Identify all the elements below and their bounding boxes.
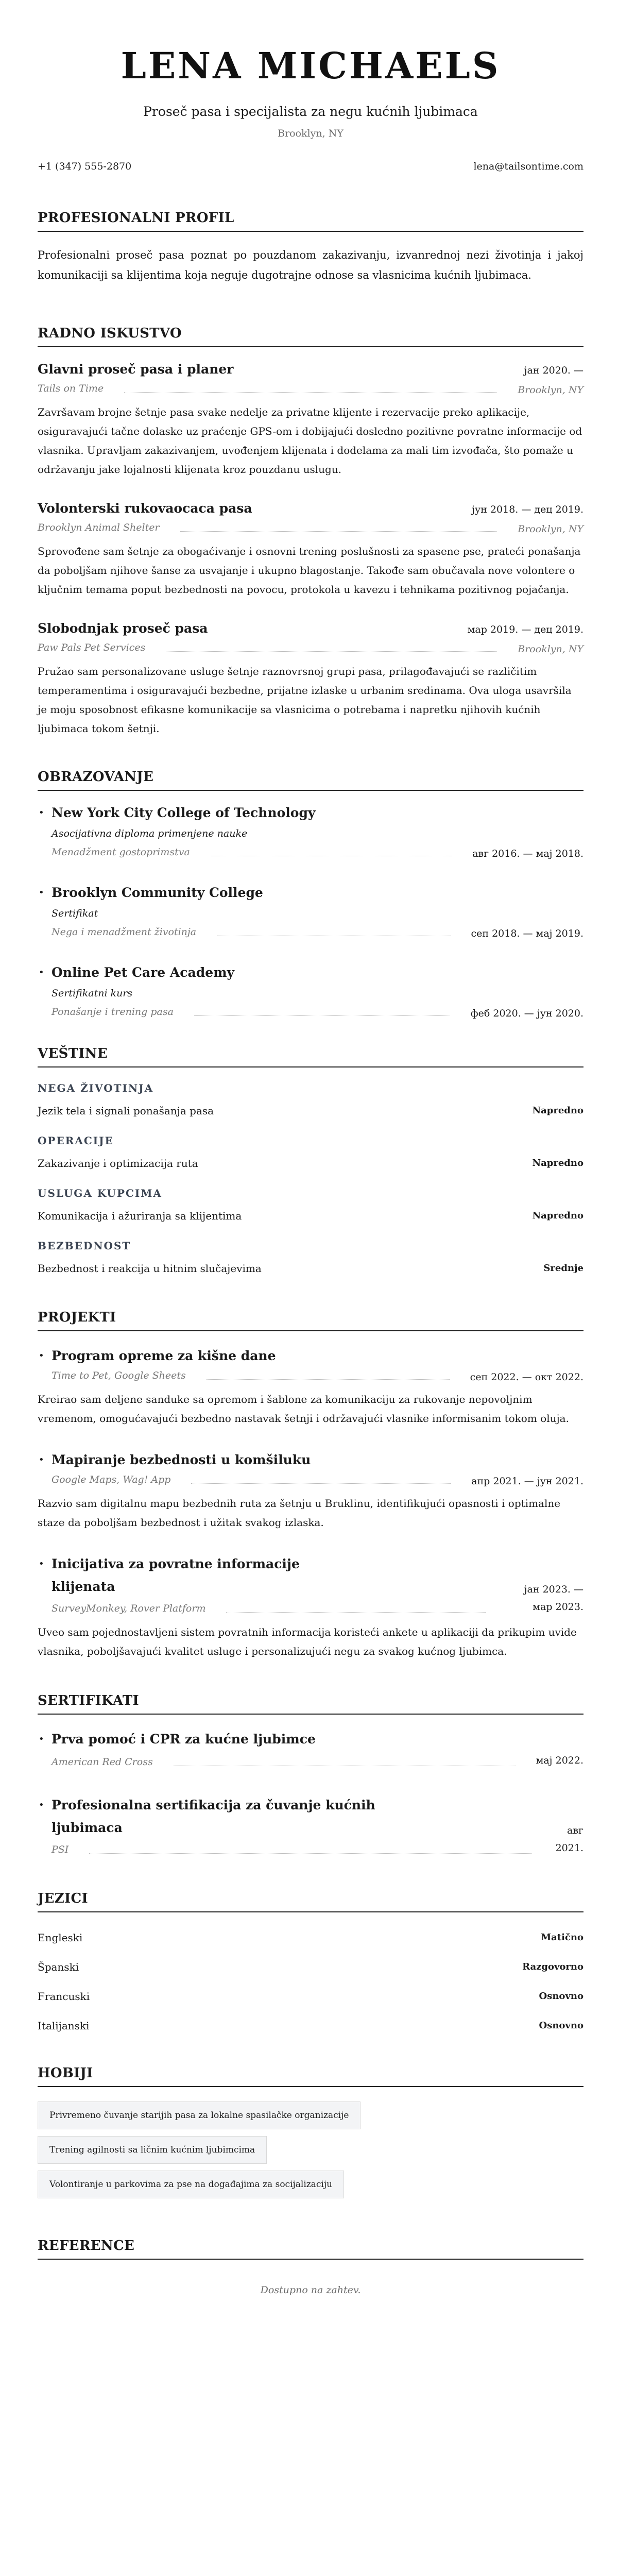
job-role: Glavni proseč pasa i planer xyxy=(38,362,234,377)
experience-section xyxy=(38,325,583,738)
dotted-leader xyxy=(180,531,497,532)
skill-row xyxy=(38,1209,583,1223)
education-list xyxy=(38,804,583,1019)
project-dates: апр 2021. — јун 2021. xyxy=(471,1476,583,1487)
certification-date: мај 2022. xyxy=(536,1755,583,1766)
candidate-location: Brooklyn, NY xyxy=(278,128,344,139)
skill-category: OPERACIJE xyxy=(38,1134,114,1147)
school-name: Brooklyn Community College xyxy=(52,885,263,900)
project-description: Razvio sam digitalnu mapu bezbednih ruta za šetnju u Bruklinu, identifikujući opasnosti i optimalne staze da poboljšam bezbednost i užitak svakog izlaska. xyxy=(38,1497,561,1529)
skill-level: Srednje xyxy=(543,1263,583,1274)
language-name: Francuski xyxy=(38,1990,90,2003)
company-name: Brooklyn Animal Shelter xyxy=(38,522,160,533)
job-entry xyxy=(38,361,583,479)
education-entry xyxy=(38,884,583,939)
project-tech: Google Maps, Wag! App xyxy=(52,1474,171,1485)
contact-row xyxy=(38,160,583,173)
job-dates: јун 2018. — дец 2019. xyxy=(472,504,583,515)
section-title: RADNO ISKUSTVO xyxy=(38,325,583,347)
dotted-leader xyxy=(194,1015,450,1016)
school-name: New York City College of Technology xyxy=(52,805,316,820)
bullet-icon: • xyxy=(39,967,44,978)
job-dates: јан 2020. — xyxy=(524,365,583,376)
project-name: Inicijativa za povratne informacije klijenata xyxy=(52,1556,300,1594)
hobbies-list xyxy=(38,2102,583,2205)
skill-level: Napredno xyxy=(532,1158,583,1168)
language-name: Engleski xyxy=(38,1931,83,1944)
skill-row xyxy=(38,1156,583,1171)
skill-group xyxy=(38,1133,583,1171)
skill-name: Bezbednost i reakcija u hitnim slučajevima xyxy=(38,1262,262,1275)
job-meta xyxy=(38,381,583,396)
hobby-tag: Volontiranje u parkovima za pse na događajima za socijalizaciju xyxy=(38,2171,344,2198)
skills-section xyxy=(38,1045,583,1276)
company-name: Tails on Time xyxy=(38,383,104,394)
phone-number[interactable]: +1 (347) 555-2870 xyxy=(38,161,132,172)
job-meta xyxy=(38,640,583,655)
languages-list xyxy=(38,1926,583,2033)
education-meta xyxy=(52,845,583,859)
profile-section xyxy=(38,209,583,285)
certification-name: Profesionalna sertifikacija za čuvanje kućnih ljubimaca xyxy=(52,1798,375,1835)
experience-list xyxy=(38,361,583,738)
job-header xyxy=(38,500,583,517)
dotted-leader xyxy=(124,392,497,393)
dotted-leader xyxy=(191,1483,451,1484)
language-row xyxy=(38,1930,583,1945)
section-title: REFERENCE xyxy=(38,2237,583,2260)
project-tech: SurveyMonkey, Rover Platform xyxy=(52,1603,206,1614)
job-entry xyxy=(38,620,583,738)
language-level: Osnovno xyxy=(539,2020,583,2031)
skill-name: Zakazivanje i optimizacija ruta xyxy=(38,1157,198,1170)
school-name: Online Pet Care Academy xyxy=(52,965,235,980)
skill-name: Jezik tela i signali ponašanja pasa xyxy=(38,1105,214,1117)
certifications-section xyxy=(38,1692,583,1857)
bullet-icon: • xyxy=(39,1558,44,1569)
education-entry xyxy=(38,804,583,859)
project-dates: сеп 2022. — окт 2022. xyxy=(470,1371,583,1383)
project-tech: Time to Pet, Google Sheets xyxy=(52,1370,186,1381)
projects-list xyxy=(38,1345,583,1661)
language-row xyxy=(38,2018,583,2033)
certification-date: авг 2021. xyxy=(555,1825,583,1854)
bullet-icon: • xyxy=(39,1454,44,1465)
certification-issuer: PSI xyxy=(52,1844,69,1855)
references-section xyxy=(38,2237,583,2296)
skill-group xyxy=(38,1186,583,1223)
language-level: Razgovorno xyxy=(522,1961,583,1972)
skill-level: Napredno xyxy=(532,1105,583,1116)
section-title: SERTIFIKATI xyxy=(38,1692,583,1715)
education-section xyxy=(38,768,583,1019)
language-row xyxy=(38,1989,583,2004)
projects-section xyxy=(38,1309,583,1661)
dotted-leader xyxy=(226,1612,486,1613)
project-dates: јан 2023. — мар 2023. xyxy=(524,1584,583,1613)
project-header xyxy=(38,1553,583,1616)
references-note: Dostupno na zahtev. xyxy=(260,2284,361,2296)
language-name: Italijanski xyxy=(38,2020,90,2032)
job-entry xyxy=(38,500,583,599)
certification-entry xyxy=(38,1794,583,1857)
skill-row xyxy=(38,1104,583,1118)
section-title: JEZICI xyxy=(38,1890,583,1912)
project-description: Uveo sam pojednostavljeni sistem povratnih informacija koristeći ankete u aplikaciji da prikupim uvide vlasnika, poboljšavajući kvalitet usluge i personalizujući negu za svakog kućnog ljubimca. xyxy=(38,1626,577,1657)
section-title: PROJEKTI xyxy=(38,1309,583,1331)
education-meta xyxy=(52,1005,583,1019)
skill-level: Napredno xyxy=(532,1210,583,1221)
field-of-study: Nega i menadžment životinja xyxy=(52,926,197,938)
certification-meta xyxy=(52,1752,583,1769)
section-title: HOBIJI xyxy=(38,2064,583,2087)
project-description: Kreirao sam deljene sanduke sa opremom i šablone za komunikaciju za rukovanje nepovoljnim vremenom, omogućavajući bezbedno nastavak šetnji i održavajući vlasnike informisanim tokom oluja. xyxy=(38,1393,569,1425)
skill-group xyxy=(38,1081,583,1118)
job-role: Slobodnjak proseč pasa xyxy=(38,621,208,636)
education-dates: сеп 2018. — мај 2019. xyxy=(471,928,583,939)
section-title: PROFESIONALNI PROFIL xyxy=(38,209,583,232)
skill-category: USLUGA KUPCIMA xyxy=(38,1187,162,1199)
job-description: Pružao sam personalizovane usluge šetnje raznovrsnoj grupi pasa, prilagođavajući se različitim temperamentima i osiguravajući bezbedne, prijatne izlaske u urbanim sredinama. Ova uloga usavršila je moju sposobnost efikasne komunikacije sa vlasnicima o potrebama i napretku njihovih kućnih ljubimaca tokom šetnji. xyxy=(38,665,572,735)
project-header xyxy=(38,1449,583,1487)
bullet-icon: • xyxy=(39,1350,44,1361)
language-name: Španski xyxy=(38,1961,79,1973)
languages-section xyxy=(38,1890,583,2033)
field-of-study: Menadžment gostoprimstva xyxy=(52,846,190,858)
dotted-leader xyxy=(207,1379,450,1380)
candidate-headline: Proseč pasa i specijalista za negu kućnih ljubimaca xyxy=(143,104,478,119)
certification-entry xyxy=(38,1728,583,1769)
education-dates: авг 2016. — мај 2018. xyxy=(472,848,583,859)
resume-header xyxy=(38,45,583,173)
job-header xyxy=(38,361,583,378)
hobbies-section xyxy=(38,2064,583,2205)
job-location: Brooklyn, NY xyxy=(518,384,583,396)
project-entry xyxy=(38,1553,583,1661)
education-dates: феб 2020. — јун 2020. xyxy=(470,1008,583,1019)
skill-row xyxy=(38,1261,583,1276)
certification-meta xyxy=(52,1822,583,1857)
job-role: Volonterski rukovaocaca pasa xyxy=(38,501,252,516)
certification-name: Prva pomoć i CPR za kućne ljubimce xyxy=(52,1732,316,1747)
job-meta xyxy=(38,520,583,535)
field-of-study: Ponašanje i trening pasa xyxy=(52,1006,174,1018)
skill-name: Komunikacija i ažuriranja sa klijentima xyxy=(38,1210,242,1222)
project-entry xyxy=(38,1449,583,1532)
bullet-icon: • xyxy=(39,1734,44,1744)
job-location: Brooklyn, NY xyxy=(518,643,583,655)
profile-summary: Profesionalni proseč pasa poznat po pouzdanom zakazivanju, izvanrednoj nezi životinja i jakoj komunikaciji sa klijentima koja neguje dugotrajne odnose sa vlasnicima kućnih ljubimaca. xyxy=(38,249,583,281)
hobby-tag: Trening agilnosti sa ličnim kućnim ljubimcima xyxy=(38,2136,267,2164)
project-entry xyxy=(38,1345,583,1428)
section-title: VEŠTINE xyxy=(38,1045,583,1067)
project-name: Mapiranje bezbednosti u komšiluku xyxy=(52,1452,311,1467)
skill-category: NEGA ŽIVOTINJA xyxy=(38,1082,154,1094)
project-header xyxy=(38,1345,583,1383)
skills-list xyxy=(38,1081,583,1276)
dotted-leader xyxy=(89,1853,532,1854)
degree-name: Asocijativna diploma primenjene nauke xyxy=(52,828,248,839)
education-entry xyxy=(38,964,583,1019)
certifications-list xyxy=(38,1728,583,1857)
skill-group xyxy=(38,1239,583,1276)
email-address[interactable]: lena@tailsontime.com xyxy=(473,161,583,172)
job-dates: мар 2019. — дец 2019. xyxy=(467,624,583,635)
hobby-tag: Privremeno čuvanje starijih pasa za lokalne spasilačke organizacije xyxy=(38,2102,360,2129)
job-location: Brooklyn, NY xyxy=(518,523,583,535)
project-meta xyxy=(52,1472,583,1487)
project-name: Program opreme za kišne dane xyxy=(52,1348,276,1363)
certification-issuer: American Red Cross xyxy=(52,1756,153,1768)
degree-name: Sertifikatni kurs xyxy=(52,988,133,999)
bullet-icon: • xyxy=(39,1800,44,1810)
skill-category: BEZBEDNOST xyxy=(38,1240,131,1252)
language-level: Osnovno xyxy=(539,1991,583,2002)
candidate-name: LENA MICHAELS xyxy=(121,44,501,87)
degree-name: Sertifikat xyxy=(52,908,98,919)
job-description: Završavam brojne šetnje pasa svake nedelje za privatne klijente i rezervacije preko aplikacije, osiguravajući tačne dolaske uz praćenje GPS-om i dobijajući dosledno pozitivne povratne informacije od vlasnika. Upravljam zakazivanjem, uvođenjem klijenata i dodelama za mali tim izvođača, što pomaže u održavanju jake lojalnosti klijenata kroz pouzdanu uslugu. xyxy=(38,406,582,476)
language-level: Matično xyxy=(541,1932,583,1943)
project-meta xyxy=(52,1368,583,1383)
job-header xyxy=(38,620,583,637)
bullet-icon: • xyxy=(39,807,44,818)
job-description: Sprovođene sam šetnje za obogaćivanje i osnovni trening poslušnosti za spasene pse, prateći ponašanja da poboljšam njihove šanse za usvajanje i ukupno blagostanje. Takođe sam obučavala nove volontere o ključnim temama poput bezbednosti na povocu, protokola u kavezu i tehnikama pozitivnog pojačanja. xyxy=(38,545,581,596)
education-meta xyxy=(52,925,583,939)
language-row xyxy=(38,1959,583,1975)
bullet-icon: • xyxy=(39,887,44,898)
company-name: Paw Pals Pet Services xyxy=(38,642,146,653)
section-title: OBRAZOVANJE xyxy=(38,768,583,791)
dotted-leader xyxy=(166,651,497,652)
